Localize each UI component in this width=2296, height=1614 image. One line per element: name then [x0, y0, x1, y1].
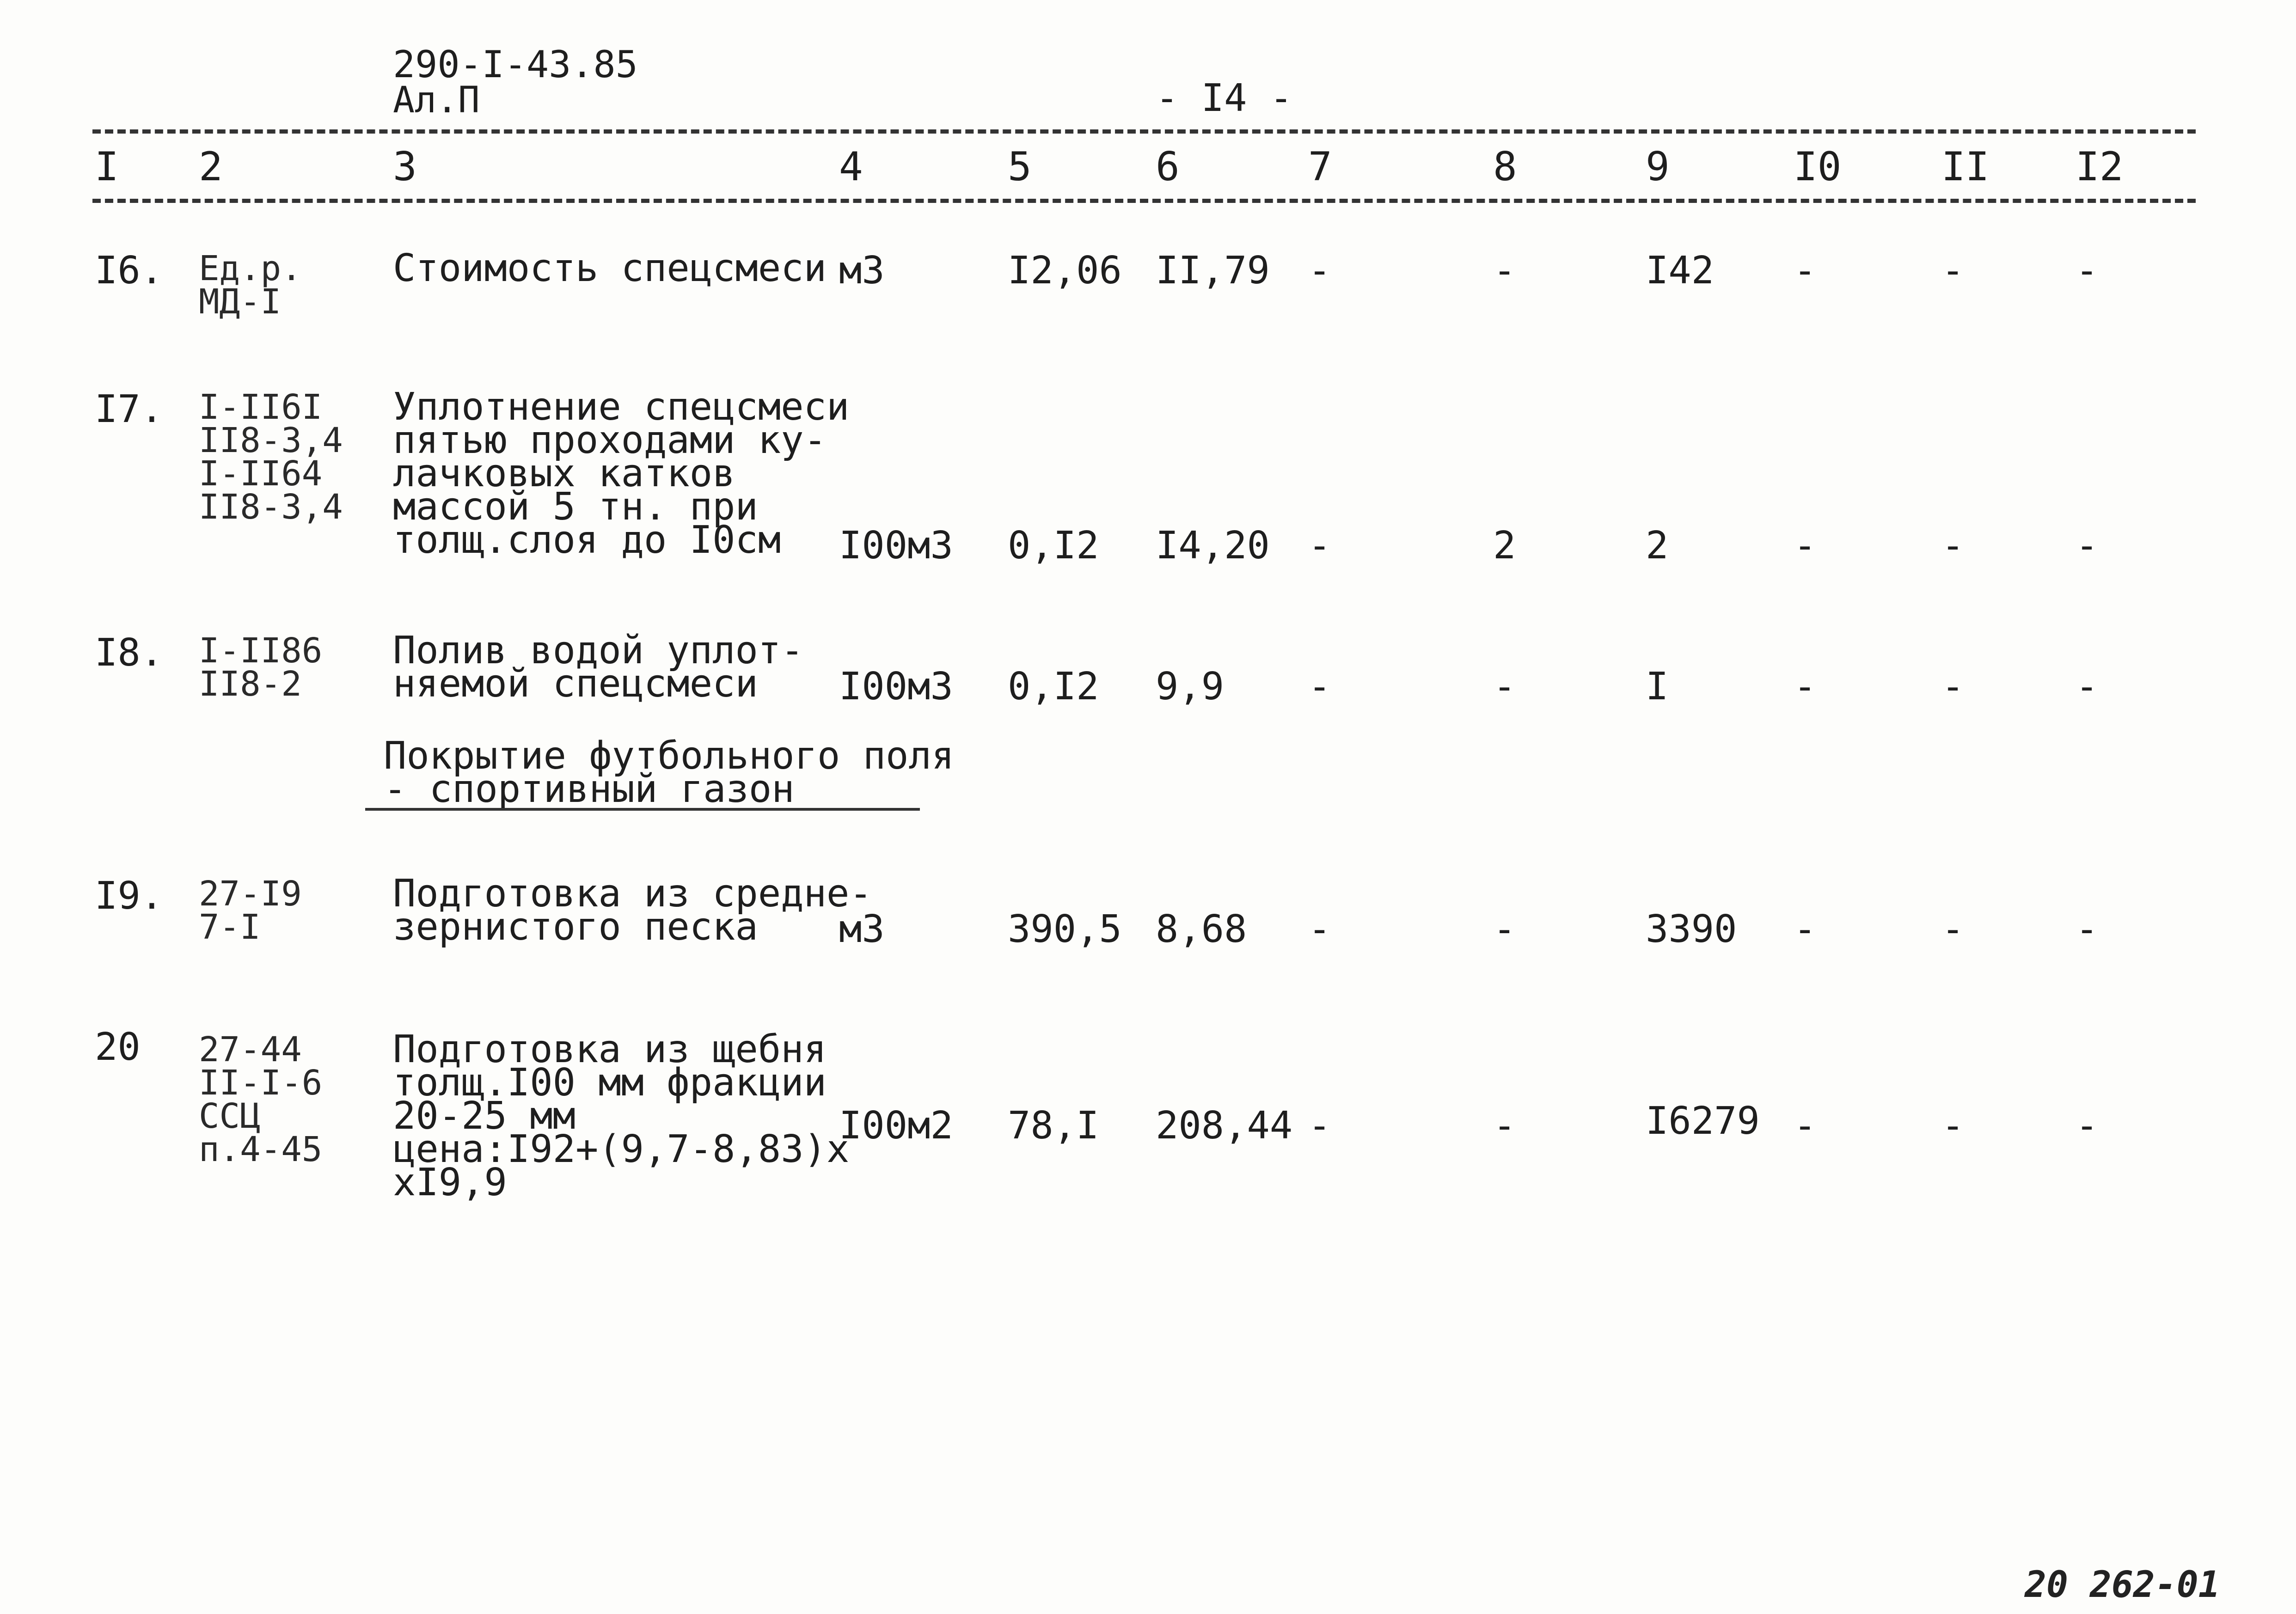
row-col8: - [1493, 907, 1516, 951]
col-header-2: 2 [199, 144, 223, 190]
row-name: Полив водой уплот- няемой спецсмеси [393, 629, 804, 706]
row-col10: - [1794, 907, 1817, 951]
row-col9: I [1646, 665, 1669, 709]
row-col7: - [1308, 907, 1331, 951]
row-number: I7. [95, 387, 164, 431]
row-price: II,79 [1156, 249, 1270, 293]
col-header-10: I0 [1794, 144, 1842, 190]
row-col7: - [1308, 249, 1331, 293]
sheet-label: Ал.П [393, 79, 480, 121]
row-col12: - [2076, 524, 2099, 568]
row-name: Подготовка из средне- зернистого песка [393, 872, 872, 949]
row-number: I6. [95, 249, 164, 293]
col-header-1: I [95, 144, 119, 190]
row-col11: - [1941, 249, 1965, 293]
row-number: 20 [95, 1025, 141, 1069]
col-header-4: 4 [839, 144, 863, 190]
row-unit: м3 [839, 249, 885, 293]
row-quantity: I2,06 [1008, 249, 1122, 293]
row-col12: - [2076, 1104, 2099, 1148]
row-unit: м3 [839, 907, 885, 951]
row-col11: - [1941, 907, 1965, 951]
row-price: 208,44 [1156, 1104, 1293, 1148]
doc-code: 290-I-43.85 [393, 43, 638, 86]
row-col7: - [1308, 524, 1331, 568]
header-bottom-rule [92, 199, 2196, 203]
row-code: I-II6I II8-3,4 I-II64 II8-3,4 [199, 387, 343, 527]
row-code: I-II86 II8-2 [199, 631, 323, 704]
col-header-8: 8 [1493, 144, 1517, 190]
row-col12: - [2076, 665, 2099, 709]
row-quantity: 390,5 [1008, 907, 1122, 951]
row-col8: - [1493, 1104, 1516, 1148]
row-col8: - [1493, 249, 1516, 293]
row-col7: - [1308, 665, 1331, 709]
row-col10: - [1794, 249, 1817, 293]
row-col9: I6279 [1646, 1099, 1760, 1143]
row-unit: I00м3 [839, 524, 953, 568]
row-price: 8,68 [1156, 907, 1247, 951]
row-col8: 2 [1493, 524, 1516, 568]
row-code: Ед.р. МД-I [199, 249, 302, 322]
col-header-11: II [1941, 144, 1990, 190]
row-col10: - [1794, 524, 1817, 568]
row-unit: I00м3 [839, 665, 953, 709]
col-header-6: 6 [1156, 144, 1180, 190]
row-name: Уплотнение спецсмеси пятью проходами ку- лачковых катков массой 5 тн. при толщ.слоя до I0см [393, 385, 850, 562]
row-col8: - [1493, 665, 1516, 709]
row-number: I9. [95, 874, 164, 918]
row-col9: 2 [1646, 524, 1669, 568]
row-col7: - [1308, 1104, 1331, 1148]
col-header-9: 9 [1646, 144, 1670, 190]
col-header-5: 5 [1008, 144, 1032, 190]
row-name: Подготовка из щебня толщ.I00 мм фракции 20-25 мм цена:I92+(9,7-8,83)x xI9,9 [393, 1027, 850, 1204]
row-col9: I42 [1646, 249, 1714, 293]
row-col11: - [1941, 524, 1965, 568]
section-underline [365, 808, 920, 811]
row-col11: - [1941, 1104, 1965, 1148]
row-price: I4,20 [1156, 524, 1270, 568]
row-number: I8. [95, 631, 164, 675]
col-header-3: 3 [393, 144, 417, 190]
row-col12: - [2076, 907, 2099, 951]
footer-archive-code: 20 262-01 [2025, 1564, 2220, 1606]
page-number: - I4 - [1156, 76, 1293, 120]
row-col12: - [2076, 249, 2099, 293]
section-heading: Покрытие футбольного поля - спортивный газон [384, 734, 955, 811]
row-price: 9,9 [1156, 665, 1225, 709]
col-header-12: I2 [2076, 144, 2124, 190]
row-col11: - [1941, 665, 1965, 709]
row-col10: - [1794, 665, 1817, 709]
row-col10: - [1794, 1104, 1817, 1148]
header-top-rule [92, 129, 2196, 134]
row-code: 27-I9 7-I [199, 874, 302, 947]
row-unit: I00м2 [839, 1104, 953, 1148]
row-quantity: 0,I2 [1008, 524, 1099, 568]
row-quantity: 78,I [1008, 1104, 1099, 1148]
row-name: Стоимость спецсмеси [393, 246, 827, 290]
row-code: 27-44 II-I-6 ССЦ п.4-45 [199, 1030, 323, 1169]
row-quantity: 0,I2 [1008, 665, 1099, 709]
row-col9: 3390 [1646, 907, 1737, 951]
col-header-7: 7 [1308, 144, 1332, 190]
